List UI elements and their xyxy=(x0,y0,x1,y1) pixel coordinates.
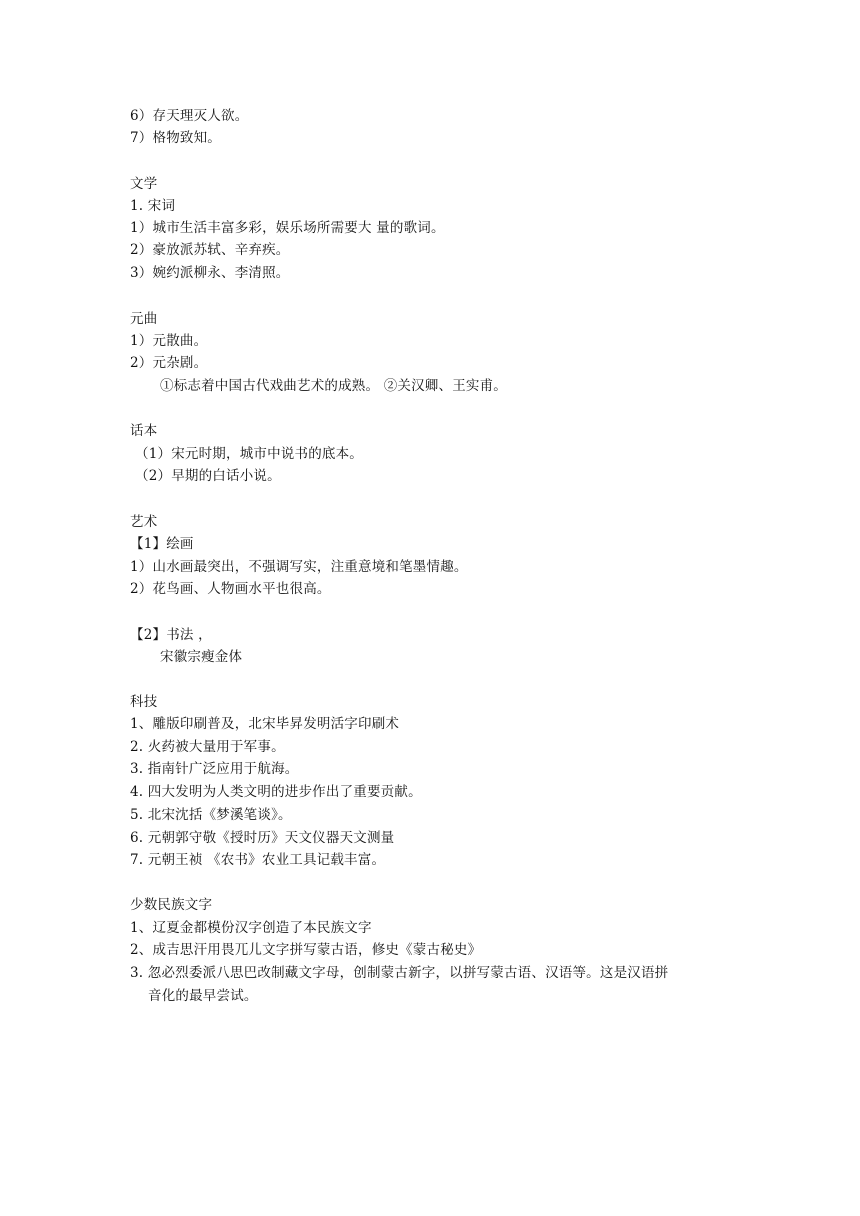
text-line: 3. 指南针广泛应用于航海。 xyxy=(130,761,299,777)
text-line: 1、辽夏金都模份汉字创造了本民族文字 xyxy=(130,920,372,936)
text-line: 1）山水画最突出，不强调写实，注重意境和笔墨情趣。 xyxy=(130,559,468,575)
text-line: 4. 四大发明为人类文明的进步作出了重要贡献。 xyxy=(130,784,422,800)
section-heading: 少数民族文字 xyxy=(130,897,213,913)
text-line: 2）花鸟画、人物画水平也很高。 xyxy=(130,581,331,597)
text-line: （1）宋元时期，城市中说书的底本。 xyxy=(135,446,363,462)
section-heading: 艺术 xyxy=(130,514,158,530)
text-line: 音化的最早尝试。 xyxy=(148,988,258,1004)
text-line: 2. 火药被大量用于军事。 xyxy=(130,739,285,755)
text-line: 3）婉约派柳永、李清照。 xyxy=(130,265,290,281)
text-line: 1）元散曲。 xyxy=(130,333,208,349)
text-line: 1、雕版印刷普及，北宋毕昇发明活字印刷术 xyxy=(130,716,400,732)
section-heading: 元曲 xyxy=(130,311,158,327)
text-line: 7）格物致知。 xyxy=(130,130,221,146)
text-line: （2）早期的白话小说。 xyxy=(135,468,281,484)
text-line: 2）元杂剧。 xyxy=(130,355,208,371)
text-line: 1）城市生活丰富多彩，娱乐场所需要大 量的歌词。 xyxy=(130,220,445,236)
section-heading: 文学 xyxy=(130,176,158,192)
section-heading: 科技 xyxy=(130,694,158,710)
text-line: 【1】绘画 xyxy=(130,536,194,552)
section-heading: 话本 xyxy=(130,423,158,439)
text-line: 2）豪放派苏轼、辛弃疾。 xyxy=(130,242,290,258)
text-line: 5. 北宋沈括《梦溪笔谈》。 xyxy=(130,807,292,823)
text-line: 6. 元朝郭守敬《授时历》天文仪器天文测量 xyxy=(130,830,395,846)
text-line: 1. 宋词 xyxy=(130,198,176,214)
text-line: 2、成吉思汗用畏兀儿文字拼写蒙古语，修史《蒙古秘史》 xyxy=(130,942,482,958)
text-line: 宋徽宗瘦金体 xyxy=(160,649,243,665)
text-line: 3. 忽必烈委派八思巴改制藏文字母，创制蒙古新字，以拼写蒙古语、汉语等。这是汉语拼 xyxy=(130,965,669,981)
text-line: 6）存天理灭人欲。 xyxy=(130,108,249,124)
text-line: 7. 元朝王祯 《农书》农业工具记载丰富。 xyxy=(130,852,386,868)
text-line: ①标志着中国古代戏曲艺术的成熟。 ②关汉卿、王实甫。 xyxy=(160,378,507,394)
text-line: 【2】书法 ， xyxy=(130,627,212,643)
